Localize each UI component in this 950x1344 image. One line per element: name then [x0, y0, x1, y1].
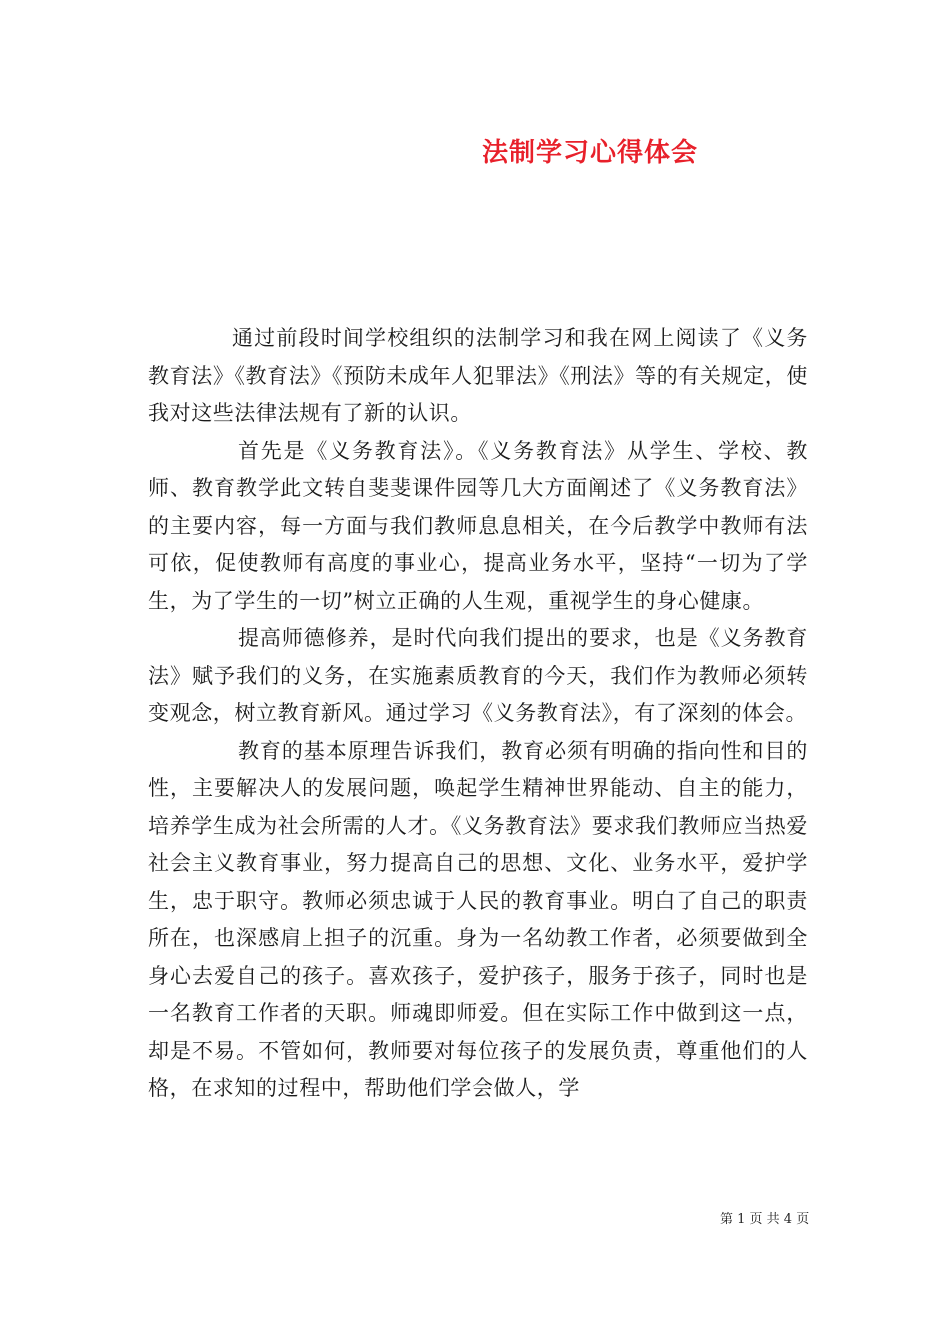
paragraph-compulsory-education-law: 首先是《义务教育法》。《义务教育法》从学生、学校、教师、教育教学此文转自斐斐课件园等几大方面阐述了《义务教育法》的主要内容，每一方面与我们教师息息相关，在今后教学中教师有法可依，促使教师有高度的事业心，提高业务水平，坚持“一切为了学生，为了学生的一切”树立正确的人生观，重视学生的身心健康。	[148, 438, 808, 613]
document-body	[148, 320, 808, 1108]
page-number-footer: 第 1 页 共 4 页	[720, 1212, 810, 1227]
paragraph-teacher-ethics: 提高师德修养，是时代向我们提出的要求，也是《义务教育法》赋予我们的义务，在实施素质教育的今天，我们作为教师必须转变观念，树立教育新风。通过学习《义务教育法》，有了深刻的体会。	[148, 626, 808, 725]
document-title: 法制学习心得体会	[481, 138, 698, 168]
paragraph-intro: 通过前段时间学校组织的法制学习和我在网上阅读了《义务教育法》《教育法》《预防未成年人犯罪法》《刑法》等的有关规定，使我对这些法律法规有了新的认识。	[148, 326, 808, 425]
paragraph-education-principles: 教育的基本原理告诉我们，教育必须有明确的指向性和目的性，主要解决人的发展问题，唤起学生精神世界能动、自主的能力，培养学生成为社会所需的人才。《义务教育法》要求我们教师应当热爱社会主义教育事业，努力提高自己的思想、文化、业务水平，爱护学生，忠于职守。教师必须忠诚于人民的教育事业。明白了自己的职责所在，也深感肩上担子的沉重。身为一名幼教工作者，必须要做到全身心去爱自己的孩子。喜欢孩子，爱护孩子，服务于孩子，同时也是一名教育工作者的天职。师魂即师爱。但在实际工作中做到这一点，却是不易。不管如何，教师要对每位孩子的发展负责，尊重他们的人格，在求知的过程中，帮助他们学会做人，学	[148, 738, 808, 1100]
